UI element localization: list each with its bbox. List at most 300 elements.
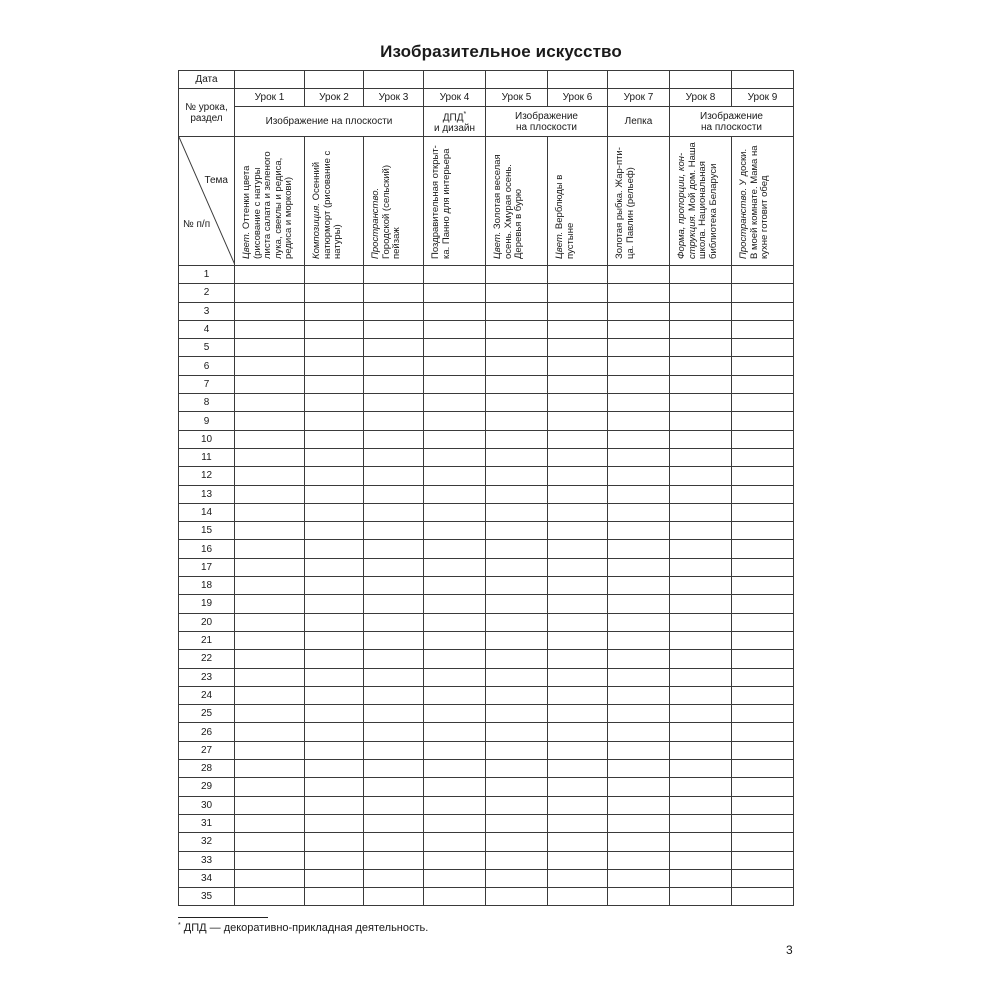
grade-cell[interactable]: [486, 741, 548, 759]
grade-cell[interactable]: [732, 814, 794, 832]
grade-cell[interactable]: [670, 705, 732, 723]
date-cell[interactable]: [486, 71, 548, 89]
grade-cell[interactable]: [670, 430, 732, 448]
grade-cell[interactable]: [608, 833, 670, 851]
grade-cell[interactable]: [670, 284, 732, 302]
grade-cell[interactable]: [670, 760, 732, 778]
grade-cell[interactable]: [305, 631, 364, 649]
grade-cell[interactable]: [424, 266, 486, 284]
grade-cell[interactable]: [486, 412, 548, 430]
grade-cell[interactable]: [670, 686, 732, 704]
grade-cell[interactable]: [235, 760, 305, 778]
grade-cell[interactable]: [486, 394, 548, 412]
grade-cell[interactable]: [548, 412, 608, 430]
grade-cell[interactable]: [548, 577, 608, 595]
grade-cell[interactable]: [364, 723, 424, 741]
grade-cell[interactable]: [235, 412, 305, 430]
date-cell[interactable]: [548, 71, 608, 89]
grade-cell[interactable]: [364, 650, 424, 668]
grade-cell[interactable]: [364, 796, 424, 814]
grade-cell[interactable]: [305, 723, 364, 741]
grade-cell[interactable]: [364, 760, 424, 778]
grade-cell[interactable]: [364, 357, 424, 375]
grade-cell[interactable]: [235, 302, 305, 320]
grade-cell[interactable]: [732, 412, 794, 430]
grade-cell[interactable]: [364, 577, 424, 595]
grade-cell[interactable]: [235, 814, 305, 832]
grade-cell[interactable]: [486, 723, 548, 741]
grade-cell[interactable]: [732, 339, 794, 357]
grade-cell[interactable]: [670, 375, 732, 393]
grade-cell[interactable]: [424, 760, 486, 778]
grade-cell[interactable]: [364, 631, 424, 649]
grade-cell[interactable]: [305, 796, 364, 814]
grade-cell[interactable]: [424, 577, 486, 595]
grade-cell[interactable]: [732, 595, 794, 613]
grade-cell[interactable]: [548, 284, 608, 302]
grade-cell[interactable]: [608, 814, 670, 832]
grade-cell[interactable]: [424, 357, 486, 375]
grade-cell[interactable]: [732, 448, 794, 466]
grade-cell[interactable]: [235, 394, 305, 412]
grade-cell[interactable]: [670, 631, 732, 649]
grade-cell[interactable]: [305, 357, 364, 375]
grade-cell[interactable]: [424, 558, 486, 576]
grade-cell[interactable]: [732, 375, 794, 393]
grade-cell[interactable]: [235, 631, 305, 649]
grade-cell[interactable]: [305, 503, 364, 521]
grade-cell[interactable]: [235, 686, 305, 704]
grade-cell[interactable]: [608, 851, 670, 869]
date-cell[interactable]: [424, 71, 486, 89]
grade-cell[interactable]: [732, 503, 794, 521]
date-cell[interactable]: [364, 71, 424, 89]
grade-cell[interactable]: [486, 814, 548, 832]
grade-cell[interactable]: [732, 778, 794, 796]
grade-cell[interactable]: [235, 430, 305, 448]
grade-cell[interactable]: [608, 540, 670, 558]
grade-cell[interactable]: [364, 814, 424, 832]
grade-cell[interactable]: [424, 833, 486, 851]
grade-cell[interactable]: [732, 796, 794, 814]
grade-cell[interactable]: [486, 631, 548, 649]
grade-cell[interactable]: [732, 320, 794, 338]
grade-cell[interactable]: [235, 503, 305, 521]
grade-cell[interactable]: [608, 302, 670, 320]
grade-cell[interactable]: [486, 869, 548, 887]
grade-cell[interactable]: [548, 705, 608, 723]
grade-cell[interactable]: [670, 467, 732, 485]
grade-cell[interactable]: [608, 650, 670, 668]
grade-cell[interactable]: [486, 503, 548, 521]
grade-cell[interactable]: [608, 613, 670, 631]
grade-cell[interactable]: [235, 869, 305, 887]
grade-cell[interactable]: [670, 833, 732, 851]
grade-cell[interactable]: [364, 394, 424, 412]
grade-cell[interactable]: [305, 448, 364, 466]
grade-cell[interactable]: [235, 558, 305, 576]
grade-cell[interactable]: [364, 851, 424, 869]
grade-cell[interactable]: [608, 760, 670, 778]
grade-cell[interactable]: [548, 851, 608, 869]
grade-cell[interactable]: [732, 357, 794, 375]
grade-cell[interactable]: [364, 778, 424, 796]
grade-cell[interactable]: [608, 522, 670, 540]
grade-cell[interactable]: [305, 467, 364, 485]
grade-cell[interactable]: [608, 430, 670, 448]
grade-cell[interactable]: [548, 320, 608, 338]
grade-cell[interactable]: [548, 869, 608, 887]
grade-cell[interactable]: [364, 869, 424, 887]
grade-cell[interactable]: [732, 833, 794, 851]
grade-cell[interactable]: [364, 595, 424, 613]
grade-cell[interactable]: [548, 448, 608, 466]
grade-cell[interactable]: [235, 577, 305, 595]
grade-cell[interactable]: [305, 869, 364, 887]
grade-cell[interactable]: [235, 522, 305, 540]
grade-cell[interactable]: [486, 577, 548, 595]
grade-cell[interactable]: [305, 741, 364, 759]
grade-cell[interactable]: [305, 522, 364, 540]
grade-cell[interactable]: [608, 375, 670, 393]
grade-cell[interactable]: [732, 650, 794, 668]
grade-cell[interactable]: [305, 266, 364, 284]
grade-cell[interactable]: [486, 375, 548, 393]
grade-cell[interactable]: [548, 339, 608, 357]
grade-cell[interactable]: [670, 394, 732, 412]
grade-cell[interactable]: [670, 357, 732, 375]
grade-cell[interactable]: [608, 467, 670, 485]
grade-cell[interactable]: [235, 705, 305, 723]
grade-cell[interactable]: [486, 760, 548, 778]
grade-cell[interactable]: [732, 851, 794, 869]
grade-cell[interactable]: [548, 357, 608, 375]
grade-cell[interactable]: [732, 302, 794, 320]
grade-cell[interactable]: [486, 686, 548, 704]
grade-cell[interactable]: [486, 467, 548, 485]
grade-cell[interactable]: [305, 430, 364, 448]
grade-cell[interactable]: [486, 284, 548, 302]
grade-cell[interactable]: [732, 631, 794, 649]
grade-cell[interactable]: [364, 412, 424, 430]
grade-cell[interactable]: [732, 888, 794, 906]
grade-cell[interactable]: [305, 705, 364, 723]
grade-cell[interactable]: [235, 266, 305, 284]
grade-cell[interactable]: [364, 522, 424, 540]
grade-cell[interactable]: [732, 723, 794, 741]
grade-cell[interactable]: [548, 796, 608, 814]
grade-cell[interactable]: [670, 613, 732, 631]
grade-cell[interactable]: [608, 577, 670, 595]
grade-cell[interactable]: [486, 668, 548, 686]
grade-cell[interactable]: [670, 796, 732, 814]
grade-cell[interactable]: [364, 302, 424, 320]
grade-cell[interactable]: [548, 668, 608, 686]
grade-cell[interactable]: [424, 467, 486, 485]
grade-cell[interactable]: [732, 705, 794, 723]
grade-cell[interactable]: [670, 814, 732, 832]
grade-cell[interactable]: [235, 741, 305, 759]
grade-cell[interactable]: [305, 412, 364, 430]
grade-cell[interactable]: [305, 650, 364, 668]
grade-cell[interactable]: [732, 668, 794, 686]
date-cell[interactable]: [305, 71, 364, 89]
grade-cell[interactable]: [424, 814, 486, 832]
grade-cell[interactable]: [424, 613, 486, 631]
grade-cell[interactable]: [486, 705, 548, 723]
grade-cell[interactable]: [305, 284, 364, 302]
grade-cell[interactable]: [608, 705, 670, 723]
grade-cell[interactable]: [235, 650, 305, 668]
grade-cell[interactable]: [608, 558, 670, 576]
date-cell[interactable]: [235, 71, 305, 89]
grade-cell[interactable]: [732, 613, 794, 631]
grade-cell[interactable]: [670, 339, 732, 357]
date-cell[interactable]: [670, 71, 732, 89]
grade-cell[interactable]: [424, 375, 486, 393]
grade-cell[interactable]: [486, 302, 548, 320]
grade-cell[interactable]: [424, 412, 486, 430]
grade-cell[interactable]: [424, 723, 486, 741]
grade-cell[interactable]: [732, 540, 794, 558]
grade-cell[interactable]: [608, 266, 670, 284]
grade-cell[interactable]: [548, 394, 608, 412]
grade-cell[interactable]: [670, 412, 732, 430]
grade-cell[interactable]: [608, 284, 670, 302]
grade-cell[interactable]: [305, 613, 364, 631]
grade-cell[interactable]: [670, 778, 732, 796]
grade-cell[interactable]: [235, 357, 305, 375]
grade-cell[interactable]: [608, 778, 670, 796]
grade-cell[interactable]: [670, 448, 732, 466]
grade-cell[interactable]: [305, 577, 364, 595]
grade-cell[interactable]: [305, 851, 364, 869]
grade-cell[interactable]: [548, 723, 608, 741]
grade-cell[interactable]: [732, 558, 794, 576]
grade-cell[interactable]: [548, 485, 608, 503]
grade-cell[interactable]: [364, 485, 424, 503]
grade-cell[interactable]: [608, 503, 670, 521]
grade-cell[interactable]: [424, 851, 486, 869]
date-cell[interactable]: [732, 71, 794, 89]
grade-cell[interactable]: [364, 705, 424, 723]
grade-cell[interactable]: [235, 284, 305, 302]
grade-cell[interactable]: [235, 595, 305, 613]
grade-cell[interactable]: [608, 888, 670, 906]
grade-cell[interactable]: [424, 595, 486, 613]
grade-cell[interactable]: [608, 412, 670, 430]
grade-cell[interactable]: [364, 613, 424, 631]
grade-cell[interactable]: [486, 778, 548, 796]
grade-cell[interactable]: [424, 869, 486, 887]
grade-cell[interactable]: [364, 741, 424, 759]
grade-cell[interactable]: [364, 339, 424, 357]
grade-cell[interactable]: [486, 522, 548, 540]
grade-cell[interactable]: [305, 833, 364, 851]
grade-cell[interactable]: [364, 503, 424, 521]
grade-cell[interactable]: [608, 796, 670, 814]
grade-cell[interactable]: [235, 613, 305, 631]
grade-cell[interactable]: [235, 485, 305, 503]
grade-cell[interactable]: [548, 778, 608, 796]
grade-cell[interactable]: [235, 320, 305, 338]
grade-cell[interactable]: [364, 888, 424, 906]
grade-cell[interactable]: [235, 778, 305, 796]
grade-cell[interactable]: [364, 540, 424, 558]
grade-cell[interactable]: [608, 631, 670, 649]
grade-cell[interactable]: [548, 760, 608, 778]
grade-cell[interactable]: [732, 284, 794, 302]
grade-cell[interactable]: [670, 888, 732, 906]
grade-cell[interactable]: [486, 320, 548, 338]
grade-cell[interactable]: [235, 796, 305, 814]
grade-cell[interactable]: [305, 339, 364, 357]
grade-cell[interactable]: [424, 741, 486, 759]
grade-cell[interactable]: [608, 394, 670, 412]
grade-cell[interactable]: [235, 723, 305, 741]
grade-cell[interactable]: [732, 686, 794, 704]
grade-cell[interactable]: [305, 375, 364, 393]
grade-cell[interactable]: [305, 320, 364, 338]
grade-cell[interactable]: [424, 284, 486, 302]
grade-cell[interactable]: [305, 888, 364, 906]
grade-cell[interactable]: [548, 558, 608, 576]
grade-cell[interactable]: [732, 741, 794, 759]
grade-cell[interactable]: [235, 668, 305, 686]
grade-cell[interactable]: [670, 595, 732, 613]
grade-cell[interactable]: [424, 668, 486, 686]
grade-cell[interactable]: [305, 558, 364, 576]
grade-cell[interactable]: [364, 284, 424, 302]
grade-cell[interactable]: [364, 558, 424, 576]
grade-cell[interactable]: [235, 888, 305, 906]
grade-cell[interactable]: [548, 650, 608, 668]
grade-cell[interactable]: [424, 522, 486, 540]
grade-cell[interactable]: [364, 448, 424, 466]
grade-cell[interactable]: [305, 595, 364, 613]
grade-cell[interactable]: [670, 668, 732, 686]
grade-cell[interactable]: [305, 394, 364, 412]
grade-cell[interactable]: [548, 686, 608, 704]
grade-cell[interactable]: [670, 869, 732, 887]
grade-cell[interactable]: [732, 430, 794, 448]
grade-cell[interactable]: [235, 851, 305, 869]
grade-cell[interactable]: [608, 686, 670, 704]
grade-cell[interactable]: [486, 613, 548, 631]
grade-cell[interactable]: [670, 320, 732, 338]
grade-cell[interactable]: [548, 266, 608, 284]
grade-cell[interactable]: [424, 631, 486, 649]
grade-cell[interactable]: [670, 302, 732, 320]
grade-cell[interactable]: [424, 686, 486, 704]
grade-cell[interactable]: [486, 595, 548, 613]
grade-cell[interactable]: [486, 357, 548, 375]
grade-cell[interactable]: [732, 522, 794, 540]
grade-cell[interactable]: [670, 266, 732, 284]
grade-cell[interactable]: [424, 339, 486, 357]
grade-cell[interactable]: [486, 833, 548, 851]
grade-cell[interactable]: [608, 339, 670, 357]
grade-cell[interactable]: [486, 540, 548, 558]
grade-cell[interactable]: [235, 467, 305, 485]
grade-cell[interactable]: [608, 595, 670, 613]
grade-cell[interactable]: [670, 851, 732, 869]
grade-cell[interactable]: [424, 796, 486, 814]
grade-cell[interactable]: [364, 320, 424, 338]
grade-cell[interactable]: [548, 302, 608, 320]
grade-cell[interactable]: [486, 448, 548, 466]
grade-cell[interactable]: [548, 540, 608, 558]
grade-cell[interactable]: [486, 430, 548, 448]
grade-cell[interactable]: [732, 467, 794, 485]
grade-cell[interactable]: [424, 394, 486, 412]
grade-cell[interactable]: [548, 503, 608, 521]
grade-cell[interactable]: [305, 814, 364, 832]
grade-cell[interactable]: [548, 430, 608, 448]
grade-cell[interactable]: [424, 503, 486, 521]
grade-cell[interactable]: [235, 339, 305, 357]
grade-cell[interactable]: [305, 485, 364, 503]
grade-cell[interactable]: [486, 888, 548, 906]
grade-cell[interactable]: [235, 375, 305, 393]
grade-cell[interactable]: [305, 540, 364, 558]
grade-cell[interactable]: [486, 796, 548, 814]
grade-cell[interactable]: [670, 540, 732, 558]
grade-cell[interactable]: [364, 266, 424, 284]
grade-cell[interactable]: [486, 650, 548, 668]
grade-cell[interactable]: [235, 833, 305, 851]
grade-cell[interactable]: [548, 522, 608, 540]
grade-cell[interactable]: [364, 833, 424, 851]
grade-cell[interactable]: [670, 577, 732, 595]
grade-cell[interactable]: [486, 485, 548, 503]
grade-cell[interactable]: [424, 302, 486, 320]
grade-cell[interactable]: [548, 595, 608, 613]
grade-cell[interactable]: [670, 558, 732, 576]
grade-cell[interactable]: [305, 686, 364, 704]
grade-cell[interactable]: [608, 741, 670, 759]
grade-cell[interactable]: [732, 394, 794, 412]
grade-cell[interactable]: [732, 760, 794, 778]
grade-cell[interactable]: [608, 320, 670, 338]
grade-cell[interactable]: [670, 503, 732, 521]
grade-cell[interactable]: [548, 375, 608, 393]
grade-cell[interactable]: [305, 760, 364, 778]
grade-cell[interactable]: [424, 705, 486, 723]
grade-cell[interactable]: [364, 375, 424, 393]
grade-cell[interactable]: [424, 448, 486, 466]
grade-cell[interactable]: [235, 448, 305, 466]
grade-cell[interactable]: [548, 814, 608, 832]
grade-cell[interactable]: [424, 485, 486, 503]
grade-cell[interactable]: [670, 650, 732, 668]
grade-cell[interactable]: [608, 723, 670, 741]
grade-cell[interactable]: [486, 558, 548, 576]
grade-cell[interactable]: [364, 668, 424, 686]
grade-cell[interactable]: [305, 302, 364, 320]
grade-cell[interactable]: [548, 467, 608, 485]
grade-cell[interactable]: [424, 320, 486, 338]
grade-cell[interactable]: [732, 485, 794, 503]
grade-cell[interactable]: [548, 613, 608, 631]
grade-cell[interactable]: [364, 467, 424, 485]
grade-cell[interactable]: [548, 888, 608, 906]
grade-cell[interactable]: [670, 723, 732, 741]
date-cell[interactable]: [608, 71, 670, 89]
grade-cell[interactable]: [235, 540, 305, 558]
grade-cell[interactable]: [670, 741, 732, 759]
grade-cell[interactable]: [424, 650, 486, 668]
